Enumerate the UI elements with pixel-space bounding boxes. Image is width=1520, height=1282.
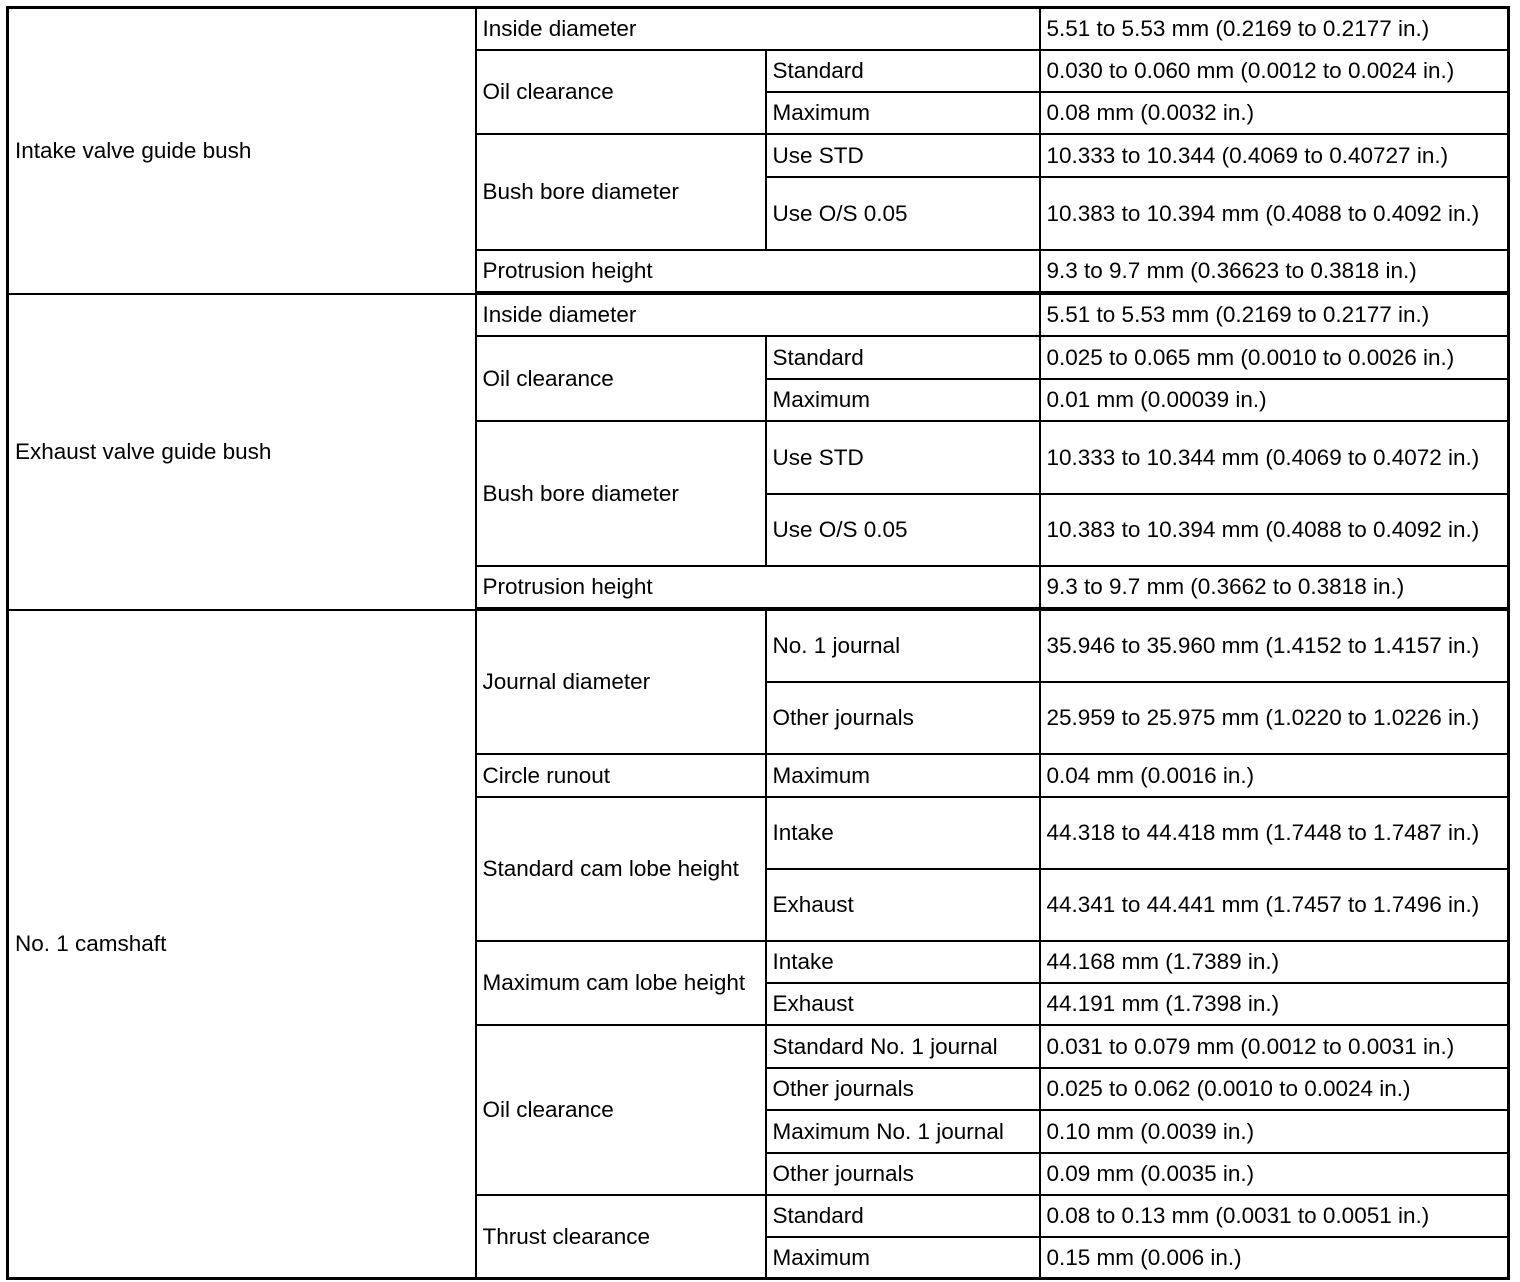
condition-cell: Exhaust bbox=[766, 983, 1040, 1025]
spec-cell: 10.333 to 10.344 (0.4069 to 0.40727 in.) bbox=[1040, 134, 1509, 177]
spec-cell: 0.08 to 0.13 mm (0.0031 to 0.0051 in.) bbox=[1040, 1195, 1509, 1237]
spec-cell: 35.946 to 35.960 mm (1.4152 to 1.4157 in.) bbox=[1040, 610, 1509, 682]
item-cell: Thrust clearance bbox=[476, 1195, 766, 1279]
condition-cell: Standard bbox=[766, 1195, 1040, 1237]
spec-cell: 0.025 to 0.065 mm (0.0010 to 0.0026 in.) bbox=[1040, 336, 1509, 379]
table-row bbox=[8, 610, 1509, 682]
item-cell: Bush bore diameter bbox=[476, 421, 766, 566]
condition-cell: Standard bbox=[766, 336, 1040, 379]
spec-cell: 10.383 to 10.394 mm (0.4088 to 0.4092 in.) bbox=[1040, 177, 1509, 250]
spec-cell: 0.025 to 0.062 (0.0010 to 0.0024 in.) bbox=[1040, 1068, 1509, 1110]
spec-cell: 44.168 mm (1.7389 in.) bbox=[1040, 941, 1509, 983]
item-cell: Standard cam lobe height bbox=[476, 797, 766, 941]
spec-cell: 5.51 to 5.53 mm (0.2169 to 0.2177 in.) bbox=[1040, 294, 1509, 336]
condition-cell: Use O/S 0.05 bbox=[766, 494, 1040, 566]
spec-cell: 0.08 mm (0.0032 in.) bbox=[1040, 92, 1509, 134]
spec-cell: 0.15 mm (0.006 in.) bbox=[1040, 1237, 1509, 1279]
spec-cell: 10.383 to 10.394 mm (0.4088 to 0.4092 in.) bbox=[1040, 494, 1509, 566]
spec-cell: 25.959 to 25.975 mm (1.0220 to 1.0226 in.) bbox=[1040, 682, 1509, 754]
item-cell: Maximum cam lobe height bbox=[476, 941, 766, 1025]
item-cell: Inside diameter bbox=[476, 8, 1040, 50]
condition-cell: Use STD bbox=[766, 134, 1040, 177]
item-cell: Oil clearance bbox=[476, 336, 766, 421]
item-cell: Journal diameter bbox=[476, 610, 766, 754]
condition-cell: Other journals bbox=[766, 1153, 1040, 1195]
condition-cell: Use O/S 0.05 bbox=[766, 177, 1040, 250]
condition-cell: Intake bbox=[766, 941, 1040, 983]
condition-cell: Other journals bbox=[766, 682, 1040, 754]
component-cell: Exhaust valve guide bush bbox=[8, 294, 476, 610]
condition-cell: Maximum bbox=[766, 1237, 1040, 1279]
spec-cell: 0.09 mm (0.0035 in.) bbox=[1040, 1153, 1509, 1195]
item-cell: Oil clearance bbox=[476, 50, 766, 134]
component-cell: No. 1 camshaft bbox=[8, 610, 476, 1279]
item-cell: Protrusion height bbox=[476, 250, 1040, 292]
item-cell: Protrusion height bbox=[476, 566, 1040, 608]
condition-cell: Maximum bbox=[766, 379, 1040, 421]
spec-cell: 0.030 to 0.060 mm (0.0012 to 0.0024 in.) bbox=[1040, 50, 1509, 92]
table-row bbox=[8, 8, 1509, 50]
condition-cell: Exhaust bbox=[766, 869, 1040, 941]
spec-cell: 44.318 to 44.418 mm (1.7448 to 1.7487 in.) bbox=[1040, 797, 1509, 869]
condition-cell: Standard No. 1 journal bbox=[766, 1025, 1040, 1068]
condition-cell: Standard bbox=[766, 50, 1040, 92]
condition-cell: Other journals bbox=[766, 1068, 1040, 1110]
condition-cell: Use STD bbox=[766, 421, 1040, 494]
spec-cell: 0.10 mm (0.0039 in.) bbox=[1040, 1110, 1509, 1153]
item-cell: Circle runout bbox=[476, 754, 766, 797]
item-cell: Inside diameter bbox=[476, 294, 1040, 336]
table-row bbox=[8, 294, 1509, 336]
spec-cell: 0.01 mm (0.00039 in.) bbox=[1040, 379, 1509, 421]
condition-cell: Maximum bbox=[766, 754, 1040, 797]
item-cell: Bush bore diameter bbox=[476, 134, 766, 250]
condition-cell: Maximum No. 1 journal bbox=[766, 1110, 1040, 1153]
spec-cell: 10.333 to 10.344 mm (0.4069 to 0.4072 in.) bbox=[1040, 421, 1509, 494]
component-cell: Intake valve guide bush bbox=[8, 8, 476, 294]
spec-cell: 9.3 to 9.7 mm (0.36623 to 0.3818 in.) bbox=[1040, 250, 1509, 292]
spec-cell: 0.04 mm (0.0016 in.) bbox=[1040, 754, 1509, 797]
item-cell: Oil clearance bbox=[476, 1025, 766, 1195]
condition-cell: Maximum bbox=[766, 92, 1040, 134]
spec-cell: 44.191 mm (1.7398 in.) bbox=[1040, 983, 1509, 1025]
spec-cell: 5.51 to 5.53 mm (0.2169 to 0.2177 in.) bbox=[1040, 8, 1509, 50]
spec-cell: 9.3 to 9.7 mm (0.3662 to 0.3818 in.) bbox=[1040, 566, 1509, 608]
spec-cell: 0.031 to 0.079 mm (0.0012 to 0.0031 in.) bbox=[1040, 1025, 1509, 1068]
condition-cell: No. 1 journal bbox=[766, 610, 1040, 682]
condition-cell: Intake bbox=[766, 797, 1040, 869]
spec-cell: 44.341 to 44.441 mm (1.7457 to 1.7496 in.) bbox=[1040, 869, 1509, 941]
specification-table bbox=[6, 6, 1510, 1280]
